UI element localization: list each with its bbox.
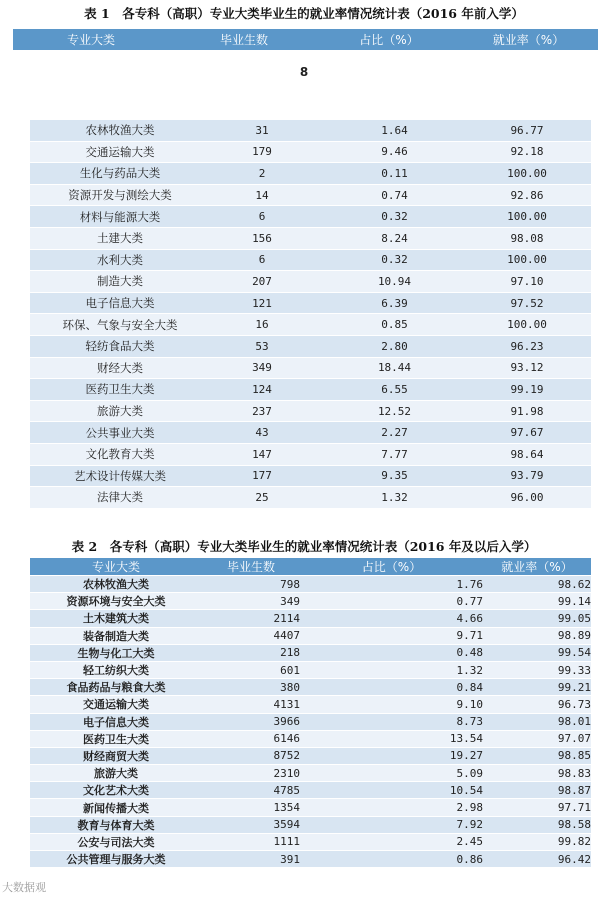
cell-graduates: 4131 [273, 697, 300, 711]
cell-graduates: 2310 [273, 766, 300, 780]
table-row [30, 679, 591, 696]
cell-share: 0.74 [381, 188, 408, 202]
cell-graduates: 391 [280, 852, 300, 866]
cell-employment-rate: 99.05 [557, 611, 591, 625]
cell-share: 1.32 [456, 663, 483, 677]
cell-major: 轻工纺织大类 [83, 664, 149, 678]
cell-employment-rate: 97.52 [510, 296, 544, 310]
table1-caption: 表 1 各专科（高职）专业大类毕业生的就业率情况统计表（2016 年前入学） [84, 6, 524, 21]
table-row [30, 466, 591, 488]
table-row [30, 662, 591, 679]
table-row [30, 185, 591, 207]
cell-major: 公共事业大类 [85, 425, 155, 440]
cell-major: 旅游大类 [94, 767, 138, 781]
table-row [30, 401, 591, 423]
watermark: 大数据观 [2, 881, 46, 894]
cell-employment-rate: 92.86 [510, 188, 544, 202]
cell-share: 0.32 [381, 253, 408, 267]
cell-graduates: 2 [258, 166, 266, 180]
cell-share: 9.35 [381, 469, 408, 483]
table-row [30, 163, 591, 185]
cell-graduates: 43 [255, 426, 269, 440]
cell-major: 土建大类 [97, 231, 143, 246]
cell-graduates: 6 [258, 253, 266, 267]
cell-major: 轻纺食品大类 [85, 339, 155, 354]
page-number: 8 [299, 65, 309, 79]
cell-major: 生物与化工大类 [77, 646, 155, 660]
cell-share: 5.09 [456, 766, 483, 780]
cell-graduates: 349 [280, 594, 300, 608]
cell-share: 8.73 [456, 715, 483, 729]
table2-caption: 表 2 各专科（高职）专业大类毕业生的就业率情况统计表（2016 年及以后入学） [71, 539, 537, 554]
table2-body [30, 576, 591, 868]
cell-graduates: 53 [255, 339, 269, 353]
table-row [30, 731, 591, 748]
cell-graduates: 124 [252, 382, 272, 396]
cell-employment-rate: 99.21 [557, 680, 591, 694]
cell-graduates: 179 [252, 145, 272, 159]
cell-employment-rate: 91.98 [510, 404, 544, 418]
table2-header [30, 558, 591, 575]
cell-employment-rate: 100.00 [507, 166, 547, 180]
cell-major: 交通运输大类 [85, 144, 155, 159]
cell-major: 农林牧渔大类 [83, 578, 149, 592]
cell-major: 材料与能源大类 [79, 209, 161, 224]
cell-graduates: 1354 [273, 801, 300, 815]
cell-employment-rate: 98.62 [557, 577, 591, 591]
cell-employment-rate: 92.18 [510, 145, 544, 159]
cell-graduates: 349 [252, 361, 272, 375]
table2-header-major: 专业大类 [91, 560, 140, 574]
table-row [30, 293, 591, 315]
cell-major: 水利大类 [97, 252, 143, 267]
cell-employment-rate: 99.19 [510, 382, 544, 396]
table-row [30, 628, 591, 645]
cell-employment-rate: 96.77 [510, 123, 544, 137]
table-row [30, 714, 591, 731]
table1-header-major: 专业大类 [66, 33, 115, 47]
cell-share: 7.77 [381, 447, 408, 461]
cell-share: 0.77 [456, 594, 483, 608]
cell-employment-rate: 100.00 [507, 318, 547, 332]
cell-graduates: 798 [280, 577, 300, 591]
cell-employment-rate: 99.14 [557, 594, 591, 608]
cell-share: 12.52 [377, 404, 412, 418]
cell-major: 生化与药品大类 [79, 166, 161, 181]
table1-header-graduates: 毕业生数 [219, 33, 268, 47]
cell-graduates: 237 [252, 404, 272, 418]
table-row [30, 336, 591, 358]
cell-employment-rate: 98.64 [510, 447, 544, 461]
cell-share: 0.86 [456, 852, 483, 866]
table-row [30, 120, 591, 142]
table-row [30, 271, 591, 293]
cell-graduates: 147 [252, 447, 272, 461]
cell-graduates: 177 [252, 469, 272, 483]
table-row [30, 834, 591, 851]
cell-employment-rate: 98.01 [557, 715, 591, 729]
cell-share: 2.80 [381, 339, 408, 353]
cell-employment-rate: 100.00 [507, 253, 547, 267]
cell-share: 13.54 [449, 732, 483, 746]
cell-share: 8.24 [381, 231, 408, 245]
cell-major: 教育与体育大类 [77, 818, 155, 832]
cell-share: 0.11 [381, 166, 408, 180]
table1-body [30, 120, 591, 509]
cell-graduates: 6 [258, 210, 266, 224]
cell-share: 2.27 [381, 426, 408, 440]
table-row [30, 250, 591, 272]
table-row [30, 817, 591, 834]
cell-share: 2.98 [456, 801, 483, 815]
cell-major: 文化艺术大类 [83, 784, 149, 798]
cell-share: 0.84 [456, 680, 483, 694]
cell-employment-rate: 98.08 [510, 231, 544, 245]
cell-major: 资源环境与安全大类 [66, 595, 166, 609]
cell-share: 0.32 [381, 210, 408, 224]
cell-graduates: 207 [252, 274, 272, 288]
table-row [30, 358, 591, 380]
table-row [30, 765, 591, 782]
cell-employment-rate: 97.10 [510, 274, 544, 288]
cell-graduates: 16 [255, 318, 269, 332]
cell-major: 公共管理与服务大类 [66, 853, 166, 867]
cell-major: 土木建筑大类 [83, 612, 149, 626]
cell-graduates: 601 [280, 663, 300, 677]
cell-major: 旅游大类 [97, 404, 143, 419]
table-row [30, 645, 591, 662]
table-row [30, 799, 591, 816]
cell-major: 医药卫生大类 [83, 732, 149, 746]
cell-share: 1.32 [381, 490, 408, 504]
cell-share: 9.46 [381, 145, 408, 159]
cell-employment-rate: 96.23 [510, 339, 544, 353]
cell-share: 2.45 [456, 835, 483, 849]
cell-employment-rate: 98.58 [557, 818, 591, 832]
cell-employment-rate: 99.33 [557, 663, 591, 677]
cell-graduates: 2114 [273, 611, 300, 625]
cell-employment-rate: 97.71 [557, 801, 591, 815]
cell-share: 6.39 [381, 296, 408, 310]
cell-graduates: 8752 [273, 749, 300, 763]
cell-employment-rate: 93.79 [510, 469, 544, 483]
cell-graduates: 3594 [273, 818, 300, 832]
table-row [30, 576, 591, 593]
cell-graduates: 14 [255, 188, 269, 202]
cell-major: 新闻传播大类 [83, 801, 149, 815]
cell-graduates: 25 [255, 490, 269, 504]
cell-employment-rate: 98.83 [557, 766, 591, 780]
cell-graduates: 156 [252, 231, 272, 245]
cell-employment-rate: 100.00 [507, 210, 547, 224]
table-row [30, 593, 591, 610]
cell-employment-rate: 98.89 [557, 629, 591, 643]
cell-major: 电子信息大类 [85, 296, 155, 311]
cell-major: 农林牧渔大类 [85, 123, 155, 138]
cell-employment-rate: 96.00 [510, 490, 544, 504]
cell-major: 财经大类 [97, 360, 143, 375]
table1-header-employment-rate: 就业率（%） [492, 33, 565, 47]
cell-employment-rate: 96.42 [557, 852, 591, 866]
table-row [30, 422, 591, 444]
table1-header-share: 占比（%） [359, 33, 419, 47]
cell-employment-rate: 97.07 [557, 732, 591, 746]
cell-share: 18.44 [377, 361, 412, 375]
cell-major: 装备制造大类 [83, 629, 149, 643]
cell-major: 电子信息大类 [83, 715, 149, 729]
table-row [30, 142, 591, 164]
cell-share: 1.76 [456, 577, 483, 591]
table-row [30, 610, 591, 627]
cell-employment-rate: 99.82 [557, 835, 591, 849]
cell-share: 4.66 [456, 611, 483, 625]
cell-employment-rate: 96.73 [557, 697, 591, 711]
cell-employment-rate: 93.12 [510, 361, 544, 375]
cell-graduates: 4785 [273, 783, 300, 797]
table-row [30, 206, 591, 228]
cell-share: 10.54 [449, 783, 483, 797]
table-row [30, 379, 591, 401]
cell-employment-rate: 98.87 [557, 783, 591, 797]
cell-major: 艺术设计传媒大类 [74, 468, 166, 483]
cell-major: 环保、气象与安全大类 [62, 317, 178, 332]
cell-share: 1.64 [381, 123, 408, 137]
table2-header-employment-rate: 就业率（%） [501, 560, 573, 574]
cell-employment-rate: 98.85 [557, 749, 591, 763]
table-row [30, 228, 591, 250]
table-row [30, 696, 591, 713]
table-row [30, 748, 591, 765]
cell-share: 6.55 [381, 382, 408, 396]
table1-header [13, 29, 598, 50]
cell-graduates: 3966 [273, 715, 300, 729]
table-row [30, 314, 591, 336]
cell-share: 19.27 [449, 749, 483, 763]
cell-major: 公安与司法大类 [77, 835, 155, 849]
cell-employment-rate: 97.67 [510, 426, 544, 440]
cell-major: 资源开发与测绘大类 [68, 188, 172, 203]
cell-share: 7.92 [456, 818, 483, 832]
cell-graduates: 121 [252, 296, 272, 310]
cell-share: 10.94 [377, 274, 412, 288]
table-row [30, 444, 591, 466]
table-row [30, 487, 591, 509]
cell-major: 法律大类 [97, 490, 143, 505]
cell-share: 9.10 [456, 697, 483, 711]
cell-graduates: 6146 [273, 732, 300, 746]
cell-major: 食品药品与粮食大类 [66, 681, 166, 695]
cell-graduates: 218 [280, 646, 300, 660]
table2-header-graduates: 毕业生数 [226, 560, 275, 574]
cell-share: 9.71 [456, 629, 483, 643]
cell-employment-rate: 99.54 [557, 646, 591, 660]
cell-share: 0.48 [456, 646, 483, 660]
cell-graduates: 1111 [273, 835, 300, 849]
cell-share: 0.85 [381, 318, 408, 332]
table-row [30, 851, 591, 868]
cell-major: 财经商贸大类 [83, 749, 149, 763]
cell-graduates: 31 [255, 123, 269, 137]
cell-graduates: 4407 [273, 629, 300, 643]
cell-major: 文化教育大类 [85, 447, 155, 462]
table2-header-share: 占比（%） [361, 560, 422, 574]
cell-major: 交通运输大类 [83, 698, 149, 712]
cell-major: 制造大类 [97, 274, 143, 289]
table-row [30, 782, 591, 799]
cell-graduates: 380 [280, 680, 300, 694]
cell-major: 医药卫生大类 [85, 382, 155, 397]
